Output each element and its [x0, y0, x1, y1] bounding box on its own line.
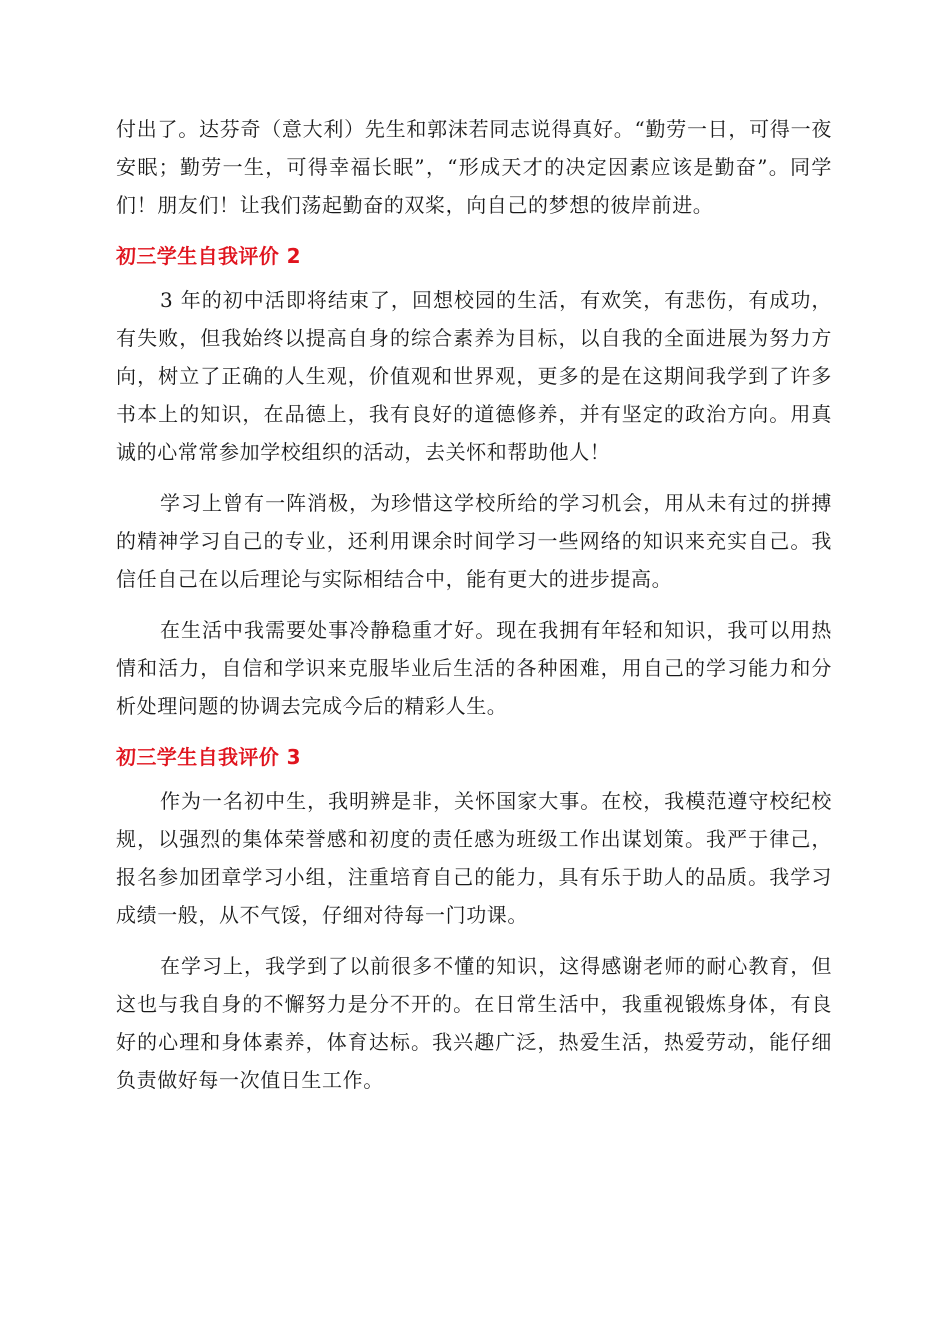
section-heading-3: 初三学生自我评价 3	[116, 745, 301, 769]
section-heading-2: 初三学生自我评价 2	[116, 244, 301, 268]
section-3-paragraph-2: 在学习上，我学到了以前很多不懂的知识，这得感谢老师的耐心教育，但这也与我自身的不懈努力是分不开的。在日常生活中，我重视锻炼身体，有良好的心理和身体素养，体育达标。我兴趣广泛，热爱生活，热爱劳动，能仔细负责做好每一次值日生工作。	[116, 954, 832, 1092]
section-2-paragraph-1: 3 年的初中活即将结束了，回想校园的生活，有欢笑，有悲伤，有成功，有失败，但我始终以提高自身的综合素养为目标，以自我的全面进展为努力方向，树立了正确的人生观，价值观和世界观，更多的是在这期间我学到了许多书本上的知识，在品德上，我有良好的道德修养，并有坚定的政治方向。用真诚的心常常参加学校组织的活动，去关怀和帮助他人！	[116, 288, 832, 464]
section-2-paragraph-2: 学习上曾有一阵消极，为珍惜这学校所给的学习机会，用从未有过的拼搏的精神学习自己的专业，还利用课余时间学习一些网络的知识来充实自己。我信任自己在以后理论与实际相结合中，能有更大的进步提高。	[116, 491, 832, 591]
document-page	[116, 110, 832, 1112]
intro-paragraph: 付出了。达芬奇（意大利）先生和郭沫若同志说得真好。“勤劳一日，可得一夜安眠；勤劳一生，可得幸福长眠”，“形成天才的决定因素应该是勤奋”。同学们！朋友们！让我们荡起勤奋的双桨，向自己的梦想的彼岸前进。	[116, 117, 832, 217]
section-3-paragraph-1: 作为一名初中生，我明辨是非，关怀国家大事。在校，我模范遵守校纪校规，以强烈的集体荣誉感和初度的责任感为班级工作出谋划策。我严于律己，报名参加团章学习小组，注重培育自己的能力，具有乐于助人的品质。我学习成绩一般，从不气馁，仔细对待每一门功课。	[116, 789, 832, 927]
section-2-paragraph-3: 在生活中我需要处事冷静稳重才好。现在我拥有年轻和知识，我可以用热情和活力，自信和学识来克服毕业后生活的各种困难，用自己的学习能力和分析处理问题的协调去完成今后的精彩人生。	[116, 618, 832, 718]
